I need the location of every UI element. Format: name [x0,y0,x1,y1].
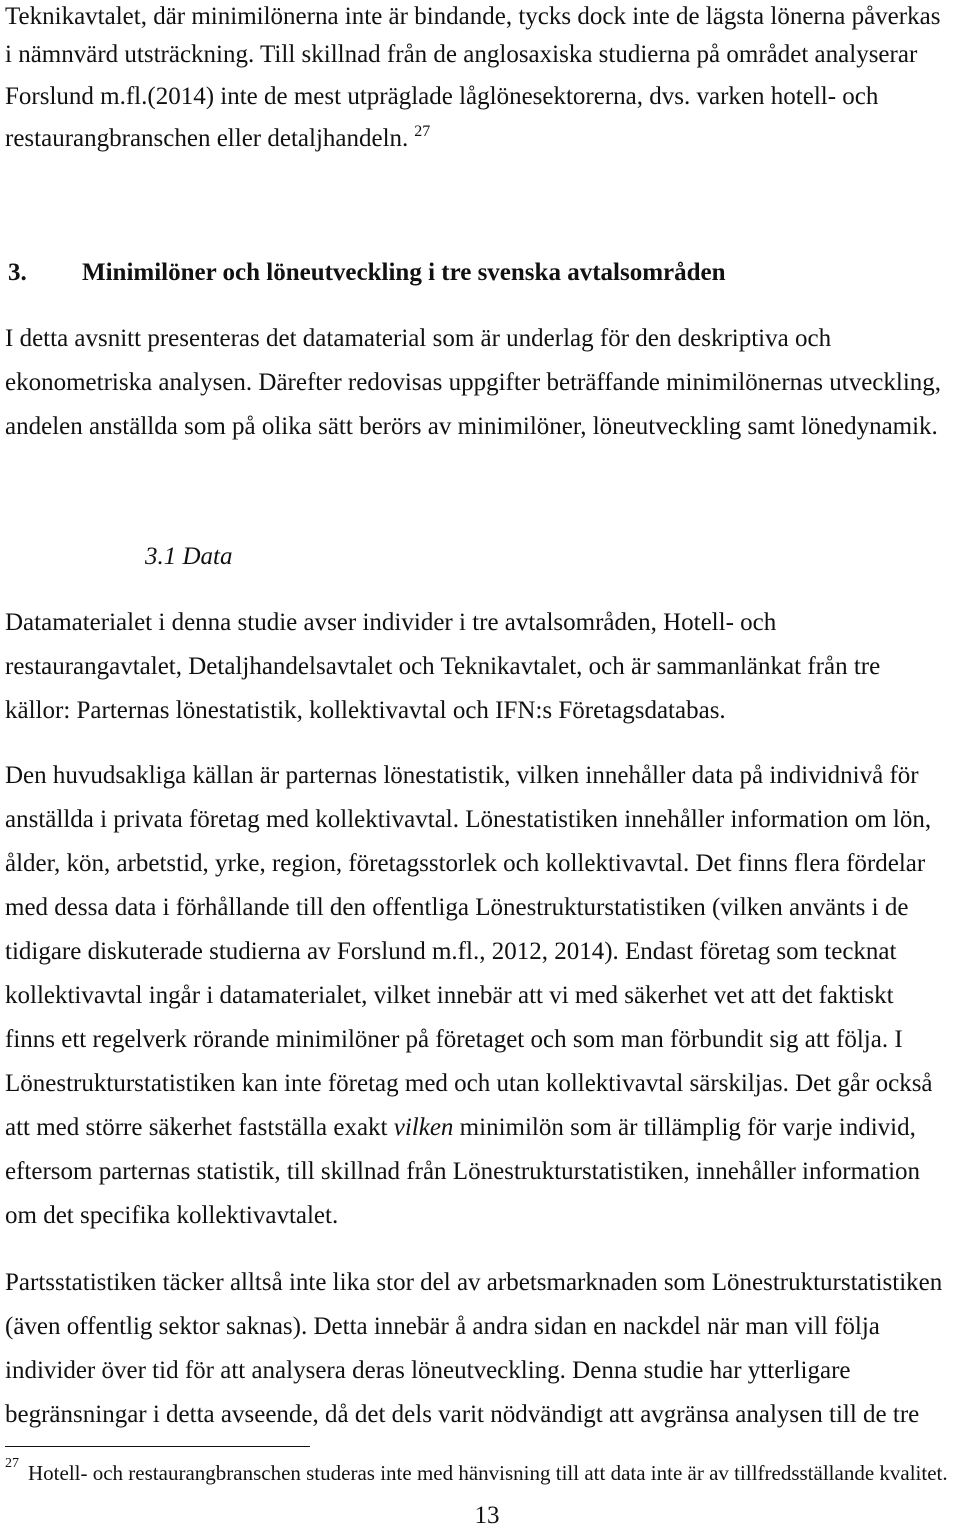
paragraph [5,0,955,160]
text-segment: minimilön som är tillämplig för varje individ, [453,1114,916,1141]
text-line: i nämnvärd utsträckning. Till skillnad från de anglosaxiska studierna på området analyserar [5,41,918,68]
text-line: med dessa data i förhållande till den offentliga Lönestrukturstatistiken (vilken använts i de [5,894,909,921]
footnote-reference: 27 [414,123,431,140]
paragraph [5,601,955,733]
text-line: ekonometriska analysen. Därefter redovisas uppgifter beträffande minimilönernas utveckling, [5,369,942,396]
text-line: tidigare diskuterade studierna av Forslund m.fl., 2012, 2014). Endast företag som tecknat [5,938,897,965]
text-line: kollektivavtal ingår i datamaterialet, vilket innebär att vi med säkerhet vet att det faktiskt [5,982,894,1009]
text-line [5,1106,955,1150]
text-line: I detta avsnitt presenteras det datamaterial som är underlag för den deskriptiva och [5,325,832,352]
text-line: Datamaterialet i denna studie avser individer i tre avtalsområden, Hotell- och [5,609,777,636]
footnote-text: Hotell- och restaurangbranschen studeras inte med hänvisning till att data inte är av tillfredsställande kvalitet. [28,1461,948,1485]
footnote-separator [5,1446,310,1447]
paragraph [5,317,955,449]
text-line: ålder, kön, arbetstid, yrke, region, företagsstorlek och kollektivavtal. Det finns flera fördelar [5,850,926,877]
text-line: eftersom parternas statistik, till skillnad från Lönestrukturstatistiken, innehåller information [5,1158,921,1185]
text-line: (även offentlig sektor saknas). Detta innebär å andra sidan en nackdel när man vill följa [5,1313,880,1340]
text-line: individer över tid för att analysera deras löneutveckling. Denna studie har ytterligare [5,1357,851,1384]
page-number: 13 [474,1502,500,1528]
text-line: om det specifika kollektivavtalet. [5,1202,339,1229]
section-number: 3. [8,259,27,286]
text-line: källor: Parternas lönestatistik, kollektivavtal och IFN:s Företagsdatabas. [5,697,726,724]
text-line: finns ett regelverk rörande minimilöner på företaget och som man förbundit sig att följa. I [5,1026,903,1053]
text-line: Partsstatistiken täcker alltså inte lika stor del av arbetsmarknaden som Lönestrukturstatistiken [5,1269,943,1296]
text-segment: att med större säkerhet fastställa exakt [5,1114,394,1141]
footnote [0,1452,960,1494]
text-line: Forslund m.fl.(2014) inte de mest utpräglade låglönesektorerna, dvs. varken hotell- och [5,83,879,110]
text-line: anställda i privata företag med kollektivavtal. Lönestatistiken innehåller information om lön, [5,806,932,833]
text-line: Den huvudsakliga källan är parternas lönestatistik, vilken innehåller data på individnivå för [5,762,919,789]
text-line [5,118,955,160]
paragraph [5,754,955,1238]
footnote-marker: 27 [5,1456,19,1471]
section-heading [0,252,960,294]
emphasized-word: vilken [393,1114,454,1141]
section-title: Minimilöner och löneutveckling i tre svenska avtalsområden [82,259,726,286]
text-line: restaurangavtalet, Detaljhandelsavtalet och Teknikavtalet, och är sammanlänkat från tre [5,653,881,680]
text-segment: restaurangbranschen eller detaljhandeln. [5,125,409,152]
text-line: begränsningar i detta avseende, då det dels varit nödvändigt att avgränsa analysen till de tre [5,1401,920,1428]
text-line: Teknikavtalet, där minimilönerna inte är bindande, tycks dock inte de lägsta lönerna påverkas [5,3,941,30]
text-line: Lönestrukturstatistiken kan inte företag med och utan kollektivavtal särskiljas. Det går också [5,1070,933,1097]
text-line: andelen anställda som på olika sätt berörs av minimilöner, löneutveckling samt lönedynamik. [5,413,938,440]
paragraph [5,1261,955,1437]
subsection-heading: 3.1 Data [145,543,233,570]
